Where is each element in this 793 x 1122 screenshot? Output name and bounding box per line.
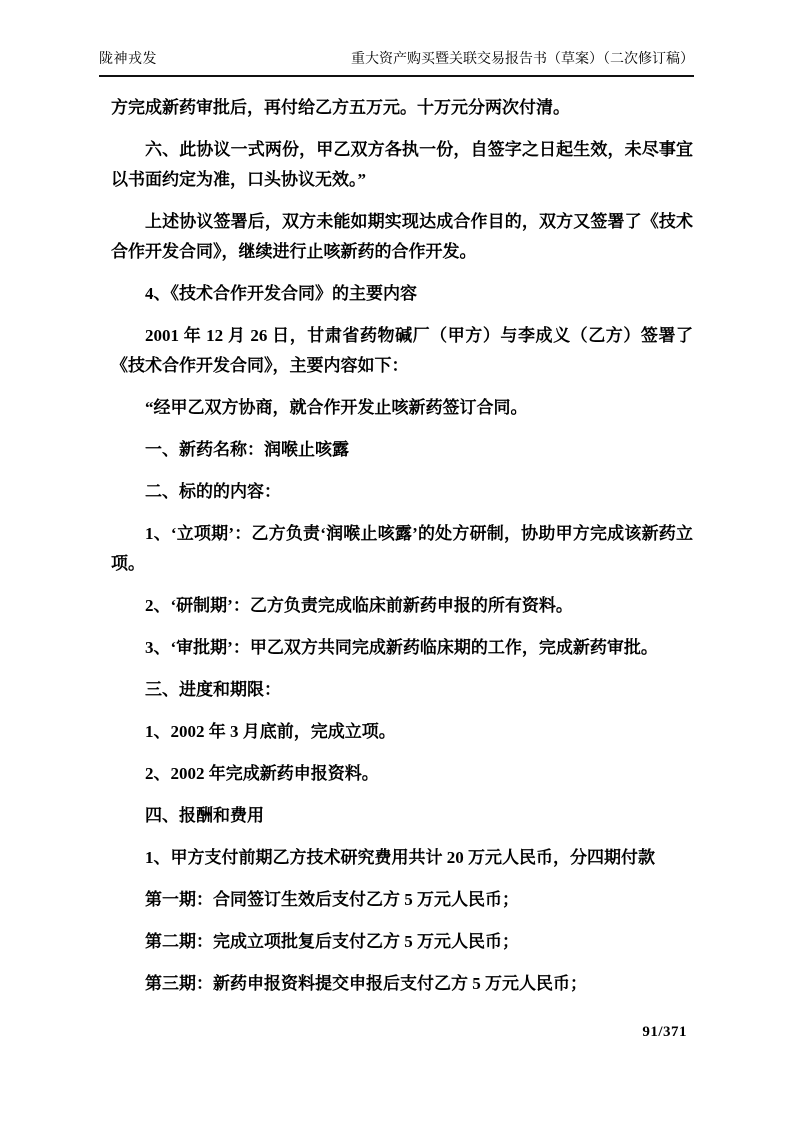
- paragraph: 4、《技术合作开发合同》的主要内容: [145, 284, 417, 303]
- paragraph: 四、报酬和费用: [145, 806, 264, 825]
- paragraph: 方完成新药审批后，再付给乙方五万元。十万元分两次付清。: [111, 98, 570, 117]
- paragraph: 2、‘研制期’：乙方负责完成临床前新药申报的所有资料。: [145, 596, 573, 615]
- paragraph: 1、2002 年 3 月底前，完成立项。: [145, 722, 396, 741]
- paragraph: 一、新药名称：润喉止咳露: [145, 440, 349, 459]
- paragraph: 上述协议签署后，双方未能如期实现达成合作目的，双方又签署了《技术合作开发合同》，继续进行止咳新药的合作开发。: [111, 212, 693, 261]
- header-report-title: 重大资产购买暨关联交易报告书（草案）（二次修订稿）: [351, 52, 694, 67]
- page-footer: [642, 1022, 687, 1042]
- header-company-name: 陇神戎发: [99, 52, 157, 67]
- paragraph: 三、进度和期限：: [145, 680, 281, 699]
- paragraph: 1、‘立项期’：乙方负责‘润喉止咳露’的处方研制，协助甲方完成该新药立项。: [111, 524, 693, 573]
- paragraph: “经甲乙双方协商，就合作开发止咳新药签订合同。: [145, 398, 528, 417]
- paragraph: 1、甲方支付前期乙方技术研究费用共计 20 万元人民币，分四期付款: [145, 848, 655, 867]
- paragraph: 第一期：合同签订生效后支付乙方 5 万元人民币；: [145, 890, 519, 909]
- paragraph: 2001 年 12 月 26 日，甘肃省药物碱厂（甲方）与李成义（乙方）签署了《技术合作开发合同》，主要内容如下：: [111, 326, 693, 375]
- document-body: [111, 93, 693, 1011]
- paragraph: 二、标的的内容：: [145, 482, 281, 501]
- paragraph: 第三期：新药申报资料提交申报后支付乙方 5 万元人民币；: [145, 974, 587, 993]
- page-number: 91/371: [642, 1024, 687, 1040]
- paragraph: 2、2002 年完成新药申报资料。: [145, 764, 379, 783]
- paragraph: 3、‘审批期’：甲乙双方共同完成新药临床期的工作，完成新药审批。: [145, 638, 658, 657]
- page-header: [99, 50, 694, 77]
- paragraph: 六、此协议一式两份，甲乙双方各执一份，自签字之日起生效，未尽事宜以书面约定为准，口头协议无效。”: [111, 140, 693, 189]
- paragraph: 第二期：完成立项批复后支付乙方 5 万元人民币；: [145, 932, 519, 951]
